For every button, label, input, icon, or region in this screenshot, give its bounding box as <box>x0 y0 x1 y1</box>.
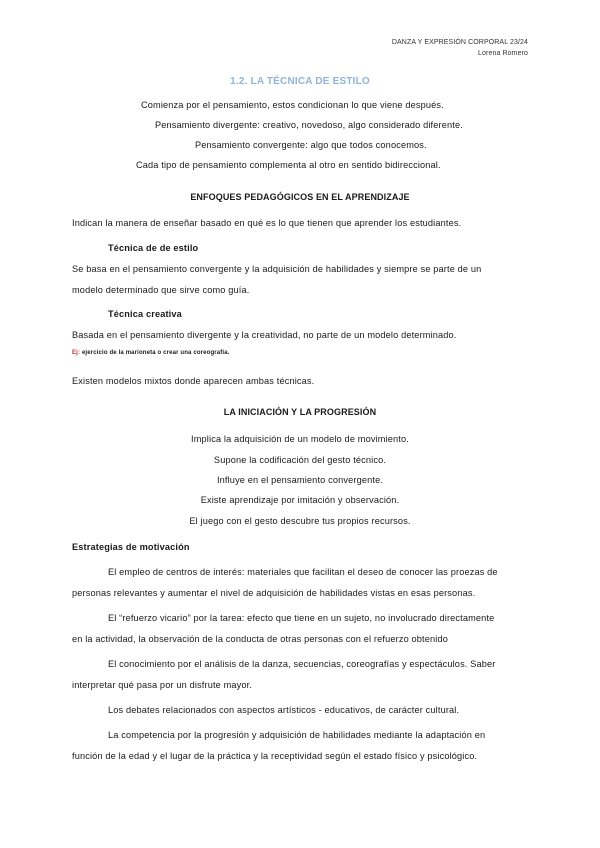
header-author: Lorena Romero <box>478 50 528 57</box>
estrategia-5-line-1: La competencia por la progresión y adquisición de habilidades mediante la adaptación en <box>108 730 486 740</box>
modelos-mixtos: Existen modelos mixtos donde aparecen ambas técnicas. <box>72 376 315 386</box>
tecnica-creativa-line: Basada en el pensamiento divergente y la creatividad, no parte de un modelo determinado. <box>72 330 457 340</box>
estrategia-1-line-1: El empleo de centros de interés: materiales que facilitan el deseo de conocer las proezas de <box>108 567 498 577</box>
tecnica-estilo-line-1: Se basa en el pensamiento convergente y la adquisición de habilidades y siempre se parte de un <box>72 264 482 274</box>
intro-line-4: Cada tipo de pensamiento complementa al otro en sentido bidireccional. <box>136 160 441 170</box>
intro-line-2: Pensamiento divergente: creativo, novedoso, algo considerado diferente. <box>155 120 463 130</box>
iniciacion-point-4: Existe aprendizaje por imitación y observación. <box>200 495 400 505</box>
tecnica-creativa-title: Técnica creativa <box>108 309 182 319</box>
intro-line-3: Pensamiento convergente: algo que todos conocemos. <box>195 140 427 150</box>
ejemplo-text: ejercicio de la marioneta o crear una coreografía. <box>80 350 230 356</box>
estrategias-heading: Estrategias de motivación <box>72 542 190 552</box>
intro-line-1: Comienza por el pensamiento, estos condicionan lo que viene después. <box>141 100 444 110</box>
ejemplo-label: Ej: <box>72 350 81 356</box>
estrategia-1-line-2: personas relevantes y aumentar el nivel de adquisición de habilidades vistas en esas personas. <box>72 588 476 598</box>
section-title: 1.2. LA TÉCNICA DE ESTILO <box>230 76 370 87</box>
tecnica-estilo-line-2: modelo determinado que sirve como guía. <box>72 285 250 295</box>
iniciacion-heading: LA INICIACIÓN Y LA PROGRESIÓN <box>223 407 377 417</box>
estrategia-4-line-1: Los debates relacionados con aspectos artísticos - educativos, de carácter cultural. <box>108 705 460 715</box>
iniciacion-point-1: Implica la adquisición de un modelo de movimiento. <box>191 434 409 444</box>
iniciacion-point-5: El juego con el gesto descubre tus propios recursos. <box>189 516 411 526</box>
estrategia-3-line-2: interpretar qué pasa por un disfrute mayor. <box>72 680 253 690</box>
estrategia-5-line-2: función de la edad y el lugar de la práctica y la receptividad según el estado físico y psicológico. <box>72 751 478 761</box>
tecnica-estilo-title: Técnica de de estilo <box>108 243 199 253</box>
ejemplo-note <box>72 350 230 356</box>
enfoques-intro: Indican la manera de enseñar basado en qué es lo que tienen que aprender los estudiantes. <box>72 218 462 228</box>
estrategia-2-line-2: en la actividad, la observación de la conducta de otras personas con el refuerzo obtenido <box>72 634 448 644</box>
iniciacion-point-2: Supone la codificación del gesto técnico. <box>213 455 387 465</box>
enfoques-heading: ENFOQUES PEDAGÓGICOS EN EL APRENDIZAJE <box>190 192 410 202</box>
iniciacion-point-3: Influye en el pensamiento convergente. <box>216 475 384 485</box>
estrategia-2-line-1: El “refuerzo vicario” por la tarea: efecto que tiene en un sujeto, no involucrado directamente <box>108 613 495 623</box>
header-course: DANZA Y EXPRESIÓN CORPORAL 23/24 <box>391 39 528 46</box>
estrategia-3-line-1: El conocimiento por el análisis de la danza, secuencias, coreografías y espectáculos. Saber <box>108 659 496 669</box>
